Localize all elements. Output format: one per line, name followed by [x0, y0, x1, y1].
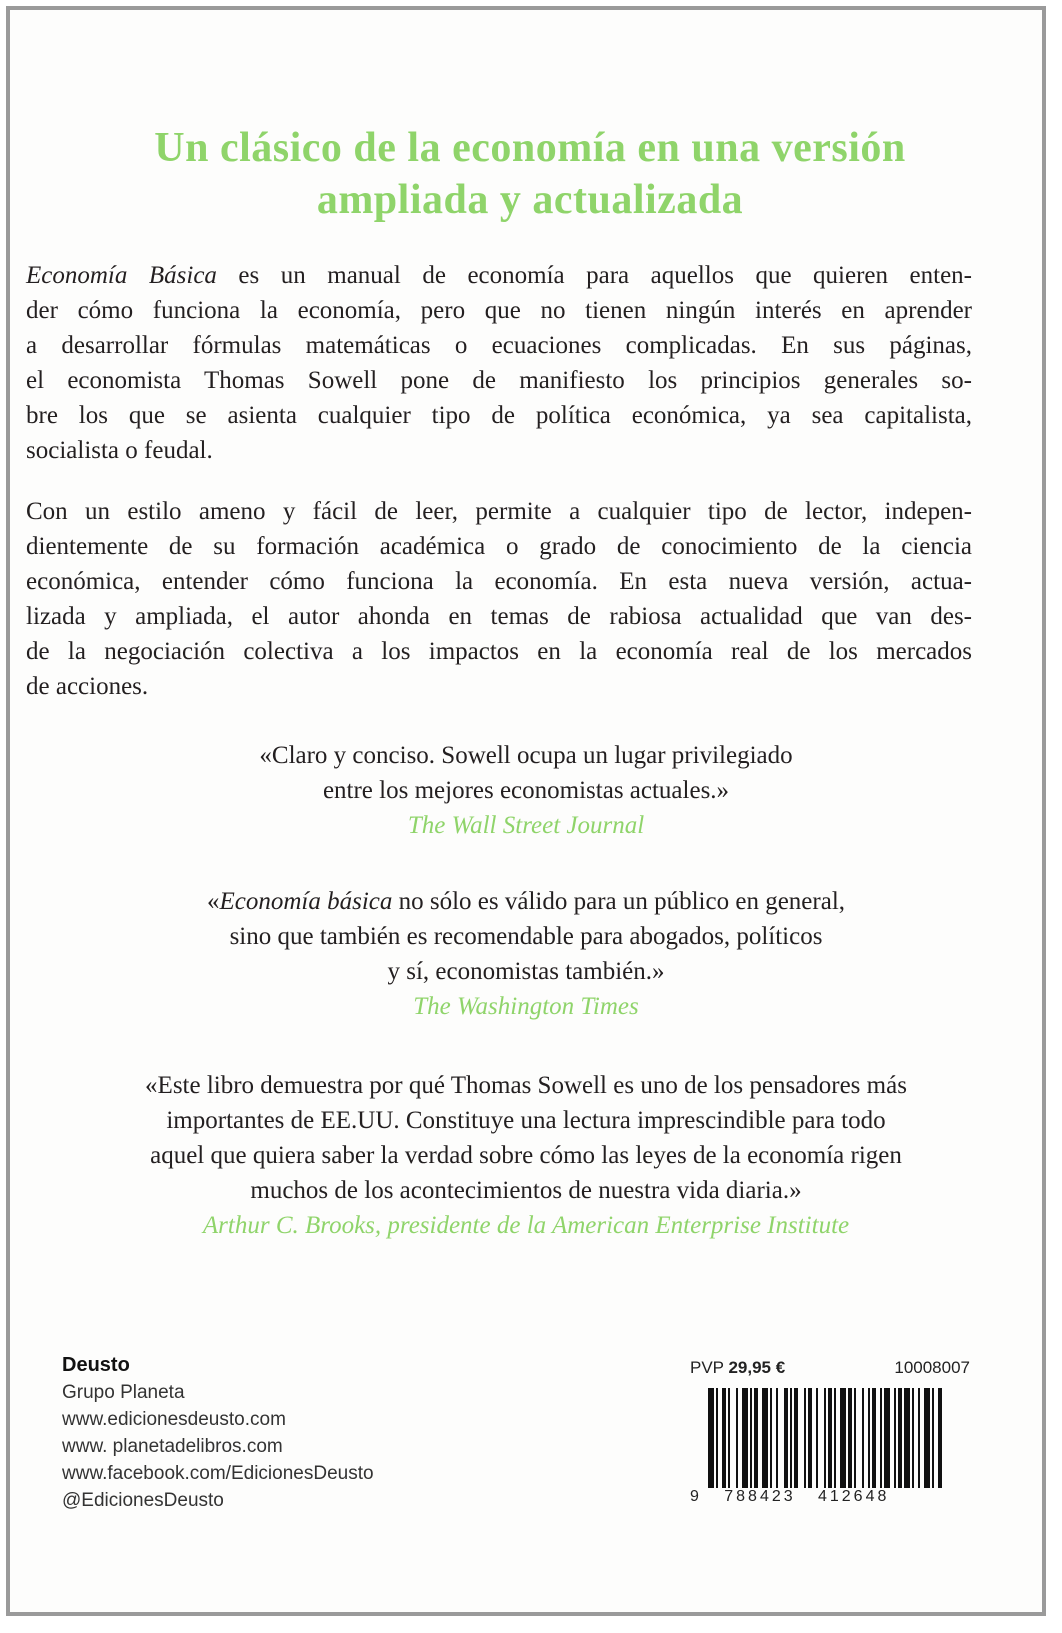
quote-line: «Este libro demuestra por qué Thomas Sowell es uno de los pensadores más: [145, 1072, 907, 1099]
synopsis-paragraph-2: [26, 494, 972, 704]
barcode-bar: [904, 1388, 910, 1488]
barcode-bar: [884, 1388, 890, 1488]
barcode-bar: [770, 1388, 772, 1488]
barcode-bar: [872, 1388, 876, 1488]
barcode-bar: [776, 1388, 778, 1488]
barcode-graphic: [700, 1388, 980, 1498]
headline: [60, 122, 1000, 226]
barcode-bar: [854, 1388, 856, 1488]
pvp-label: PVP: [690, 1358, 724, 1377]
paragraph-line: der cómo funciona la economía, pero que no tienen ningún interés en aprender: [26, 297, 972, 324]
barcode-bar: [716, 1388, 718, 1488]
paragraph-line: de acciones.: [26, 673, 149, 700]
barcode-bar: [894, 1388, 896, 1488]
barcode-bar: [742, 1388, 748, 1488]
paragraph-line: Con un estilo ameno y fácil de leer, permite a cualquier tipo de lector, indepen-: [26, 498, 972, 525]
barcode-bar: [932, 1388, 934, 1488]
paragraph-line: bre los que se asienta cualquier tipo de política económica, ya sea capitalista,: [26, 402, 972, 429]
barcode-bar: [794, 1388, 798, 1488]
publisher-facebook: www.facebook.com/EdicionesDeusto: [62, 1463, 374, 1484]
paragraph-text: es un manual de economía para aquellos que quieren enten-: [216, 262, 972, 289]
price-row: [690, 1358, 990, 1378]
headline-line-1: Un clásico de la economía en una versión: [154, 125, 906, 171]
barcode-bar: [736, 1388, 738, 1488]
barcode-bar: [722, 1388, 726, 1488]
quote-source: The Washington Times: [413, 993, 639, 1020]
quote-line: sino que también es recomendable para abogados, políticos: [229, 923, 823, 950]
book-title-italic: Economía básica: [219, 888, 393, 915]
barcode-bar: [840, 1388, 846, 1488]
barcode-bar: [728, 1388, 730, 1488]
review-quote-3: [26, 1068, 1026, 1243]
quote-open-mark: «: [206, 888, 220, 915]
ean-number: [690, 1488, 889, 1506]
quote-line: aquel que quiera saber la verdad sobre cómo las leyes de la economía rigen: [150, 1142, 902, 1169]
barcode-bar: [868, 1388, 870, 1488]
barcode-bar: [828, 1388, 832, 1488]
review-quote-2: [26, 884, 1026, 1024]
book-title-italic: Economía Básica: [26, 262, 217, 289]
quote-line: importantes de EE.UU. Constituye una lectura imprescindible para todo: [166, 1107, 886, 1134]
barcode-bar: [898, 1388, 902, 1488]
paragraph-line: socialista o feudal.: [26, 437, 213, 464]
barcode-bar: [924, 1388, 930, 1488]
quote-source: The Wall Street Journal: [407, 812, 645, 839]
barcode-bar: [808, 1388, 812, 1488]
barcode-bar: [848, 1388, 852, 1488]
barcode-bar: [834, 1388, 836, 1488]
barcode-bar: [918, 1388, 920, 1488]
synopsis-paragraph-1: [26, 258, 972, 468]
quote-text: no sólo es válido para un público en general,: [392, 888, 846, 915]
quote-line: entre los mejores economistas actuales.»: [322, 777, 730, 804]
ean-group-2: 412648: [817, 1488, 890, 1505]
barcode-bar: [790, 1388, 792, 1488]
barcode-bar: [708, 1388, 714, 1488]
quote-line: «Claro y conciso. Sowell ocupa un lugar privilegiado: [259, 742, 793, 769]
barcode-bar: [880, 1388, 882, 1488]
paragraph-line: [26, 258, 972, 293]
barcode-bar: [762, 1388, 768, 1488]
barcode-bar: [912, 1388, 914, 1488]
barcode-bar: [938, 1388, 942, 1488]
barcode-bar: [816, 1388, 818, 1488]
barcode-bar: [862, 1388, 864, 1488]
publisher-website-2: www. planetadelibros.com: [62, 1436, 283, 1457]
barcode-bar: [750, 1388, 752, 1488]
publisher-brand: Deusto: [62, 1354, 130, 1376]
barcode-bar: [784, 1388, 788, 1488]
internal-code: 10008007: [894, 1358, 970, 1377]
barcode-bar: [804, 1388, 806, 1488]
publisher-twitter: @EdicionesDeusto: [62, 1490, 224, 1511]
barcode-bar: [824, 1388, 826, 1488]
paragraph-line: económica, entender cómo funciona la economía. En esta nueva versión, actua-: [26, 568, 972, 595]
price: 29,95 €: [728, 1358, 786, 1377]
paragraph-line: el economista Thomas Sowell pone de manifiesto los principios generales so-: [26, 367, 972, 394]
barcode-block: [690, 1358, 990, 1518]
ean-group-1: 788423: [724, 1488, 796, 1505]
ean-first-digit: 9: [690, 1488, 702, 1505]
quote-line: muchos de los acontecimientos de nuestra vida diaria.»: [250, 1177, 802, 1204]
paragraph-line: dientemente de su formación académica o grado de conocimiento de la ciencia: [26, 533, 972, 560]
publisher-website: www.edicionesdeusto.com: [62, 1409, 286, 1430]
quote-line: [26, 884, 1026, 919]
quote-line: y sí, economistas también.»: [387, 958, 665, 985]
quote-source: Arthur C. Brooks, presidente de la American Enterprise Institute: [202, 1212, 850, 1239]
headline-line-2: ampliada y actualizada: [316, 177, 744, 223]
paragraph-line: lizada y ampliada, el autor ahonda en temas de rabiosa actualidad que van des-: [26, 603, 972, 630]
publisher-info: [62, 1352, 374, 1514]
review-quote-1: [26, 738, 1026, 843]
publisher-group: Grupo Planeta: [62, 1382, 185, 1403]
paragraph-line: a desarrollar fórmulas matemáticas o ecuaciones complicadas. En sus páginas,: [26, 332, 972, 359]
barcode-bar: [754, 1388, 758, 1488]
paragraph-line: de la negociación colectiva a los impactos en la economía real de los mercados: [26, 638, 972, 665]
